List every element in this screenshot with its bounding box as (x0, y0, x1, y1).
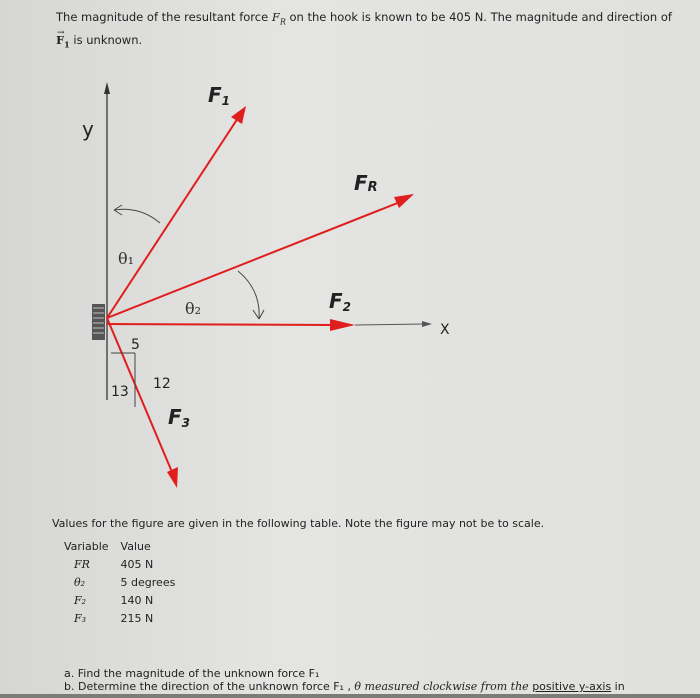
row-value: 215 N (120, 611, 154, 625)
fr-label: FR (354, 171, 378, 195)
x-axis-line (355, 324, 425, 325)
slope-5-label: 5 (131, 337, 140, 353)
header-variable: Variable (64, 539, 109, 553)
f1-line (107, 118, 238, 318)
questions (64, 667, 625, 693)
question-a: a. Find the magnitude of the unknown force F₁ (64, 667, 320, 680)
row-variable: F₃ (74, 611, 87, 625)
table-row (58, 555, 181, 573)
y-axis-arrowhead (104, 82, 110, 94)
question-b: b. Determine the direction of the unknown force F₁ , θ measured clockwise from the positive y-axis in (64, 680, 625, 693)
table-note: Values for the figure are given in the following table. Note the figure may not be to scale. (52, 517, 545, 530)
fr-arrowhead (394, 194, 414, 208)
theta1-arc (114, 209, 160, 223)
f1-label: F1 (208, 83, 231, 108)
theta2-label: θ₂ (185, 299, 202, 318)
intro-text-1: The magnitude of the resultant force (56, 10, 272, 24)
slope-12-label: 12 (153, 376, 171, 392)
f2-label: F2 (329, 289, 352, 314)
fr-line (107, 202, 400, 318)
table-row (58, 573, 181, 591)
table-header-row (58, 537, 181, 555)
wall-support (92, 304, 105, 340)
bottom-edge (0, 694, 700, 698)
header-value: Value (120, 539, 151, 553)
fr-symbol: $F_R$ (271, 10, 286, 27)
values-table (58, 537, 181, 627)
x-axis-label: X (440, 322, 450, 338)
f1-arrowhead (231, 106, 246, 124)
table-row (58, 609, 181, 627)
row-value: 140 N (120, 593, 154, 607)
x-axis-arrowhead (422, 321, 432, 327)
intro-text-2: on the hook is known to be 405 N. The magnitude and direction of (285, 10, 672, 24)
row-value: 5 degrees (120, 575, 176, 589)
y-axis-label: y (82, 117, 94, 141)
theta2-arc (238, 271, 259, 319)
slope-13-label: 13 (111, 384, 129, 400)
f3-label: F3 (168, 405, 191, 430)
f2-line (107, 324, 335, 325)
row-variable: F₂ (74, 593, 87, 607)
theta1-label: θ₁ (118, 249, 135, 268)
f2-arrowhead (330, 319, 355, 331)
intro-text-3: is unknown. (69, 33, 143, 48)
theta2-arc-arrow (253, 310, 264, 319)
f1-vector-symbol: → $F_1$ (56, 33, 70, 47)
row-variable: FR (74, 557, 90, 571)
f3-arrowhead (167, 467, 178, 488)
row-value: 405 N (120, 557, 154, 571)
table-row (58, 591, 181, 609)
row-variable: θ₂ (74, 575, 86, 589)
